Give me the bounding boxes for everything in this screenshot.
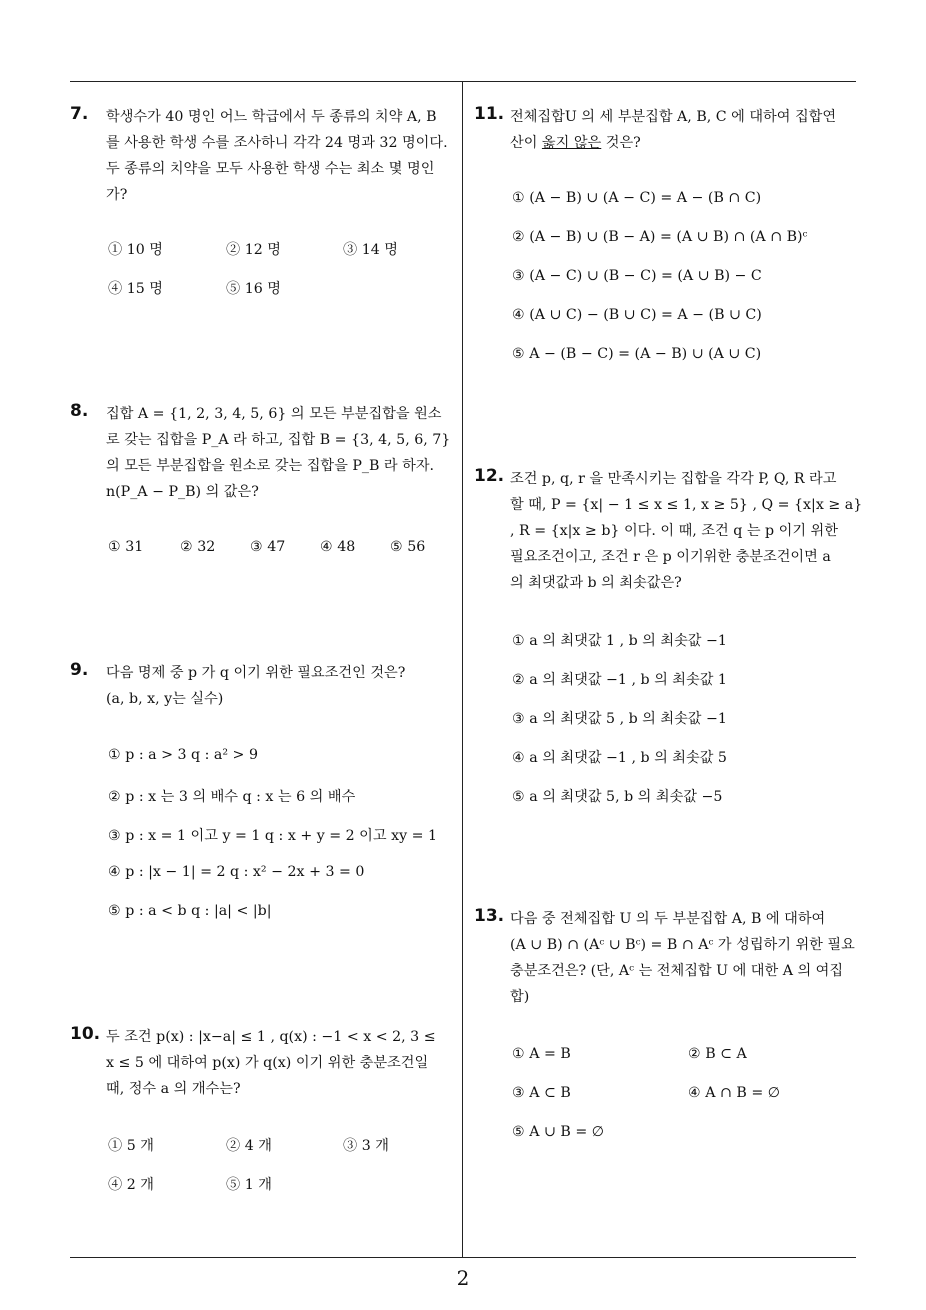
question-line: 다음 중 전체집합 U 의 두 부분집합 A, B 에 대하여: [510, 911, 826, 927]
question-number: 10.: [70, 1024, 101, 1044]
question-line: 조건 p, q, r 을 만족시키는 집합을 각각 P, Q, R 라고: [510, 471, 837, 487]
q8-option-5: ⑤ 56: [390, 539, 426, 555]
question-number: 13.: [474, 906, 505, 926]
q10-option-2: ② 4 개: [226, 1138, 272, 1154]
question-number: 12.: [474, 466, 505, 486]
q7-option-1: ① 10 명: [108, 242, 163, 258]
question-line: 전체집합U 의 세 부분집합 A, B, C 에 대하여 집합연: [510, 109, 837, 125]
q13-option-1: ① A = B: [512, 1046, 571, 1062]
question-line: 합): [510, 989, 530, 1005]
question-line: 로 갖는 집합을 P_A 라 하고, 집합 B = {3, 4, 5, 6, 7}: [106, 432, 451, 448]
q7-option-5: ⑤ 16 명: [226, 281, 281, 297]
question-number: 7.: [70, 104, 89, 124]
q8-option-1: ① 31: [108, 539, 144, 555]
question-number: 9.: [70, 660, 89, 680]
q10-option-4: ④ 2 개: [108, 1177, 154, 1193]
q11-option-1: ① (A − B) ∪ (A − C) = A − (B ∩ C): [512, 190, 762, 206]
question-line: 두 종류의 치약을 모두 사용한 학생 수는 최소 몇 명인: [106, 161, 435, 177]
question-number: 11.: [474, 104, 505, 124]
question-text: [106, 1024, 496, 1102]
question-line: 집합 A = {1, 2, 3, 4, 5, 6} 의 모든 부분집합을 원소: [106, 406, 442, 422]
q12-option-3: ③ a 의 최댓값 5 , b 의 최솟값 −1: [512, 711, 727, 727]
question-line: n(P_A − P_B) 의 값은?: [106, 484, 259, 500]
q10-option-1: ① 5 개: [108, 1138, 154, 1154]
q8-option-3: ③ 47: [250, 539, 286, 555]
question-line: 때, 정수 a 의 개수는?: [106, 1081, 241, 1097]
question-line: 학생수가 40 명인 어느 학급에서 두 종류의 치약 A, B: [106, 109, 437, 125]
q9-option-4: ④ p : |x − 1| = 2 q : x² − 2x + 3 = 0: [108, 864, 365, 880]
question-text: [510, 466, 863, 596]
question-line: 를 사용한 학생 수를 조사하니 각각 24 명과 32 명이다.: [106, 135, 448, 151]
question-line: x ≤ 5 에 대하여 p(x) 가 q(x) 이기 위한 충분조건일: [106, 1055, 429, 1071]
q11-option-3: ③ (A − C) ∪ (B − C) = (A ∪ B) − C: [512, 268, 762, 284]
question-line: 의 최댓값과 b 의 최솟값은?: [510, 575, 682, 591]
bottom-rule: [70, 1257, 856, 1258]
question-line: , R = {x|x ≥ b} 이다. 이 때, 조건 q 는 p 이기 위한: [510, 523, 838, 539]
q8-option-2: ② 32: [180, 539, 216, 555]
question-line: 다음 명제 중 p 가 q 이기 위한 필요조건인 것은?: [106, 665, 406, 681]
underlined-emphasis: 옳지 않은: [541, 135, 602, 151]
q13-option-5: ⑤ A ∪ B = ∅: [512, 1124, 605, 1140]
q12-option-5: ⑤ a 의 최댓값 5, b 의 최솟값 −5: [512, 789, 723, 805]
q13-option-2: ② B ⊂ A: [688, 1046, 747, 1062]
question-text: [106, 401, 496, 505]
top-rule: [70, 81, 856, 82]
question-text: [510, 104, 860, 156]
q11-option-2: ② (A − B) ∪ (B − A) = (A ∪ B) ∩ (A ∩ B)ᶜ: [512, 229, 808, 245]
q7-option-3: ③ 14 명: [343, 242, 398, 258]
q12-option-2: ② a 의 최댓값 −1 , b 의 최솟값 1: [512, 672, 727, 688]
q9-option-1: ① p : a > 3 q : a² > 9: [108, 747, 258, 763]
question-line: (A ∪ B) ∩ (Aᶜ ∪ Bᶜ) = B ∩ Aᶜ 가 성립하기 위한 필요: [510, 937, 855, 953]
page-number: 2: [456, 1266, 470, 1290]
q10-option-3: ③ 3 개: [343, 1138, 389, 1154]
q13-option-3: ③ A ⊂ B: [512, 1085, 571, 1101]
q9-option-3: ③ p : x = 1 이고 y = 1 q : x + y = 2 이고 xy = 1: [108, 828, 438, 844]
q11-option-5: ⑤ A − (B − C) = (A − B) ∪ (A ∪ C): [512, 346, 762, 362]
q8-option-4: ④ 48: [320, 539, 356, 555]
question-line: 산이 옳지 않은 것은?: [510, 135, 641, 151]
q7-option-2: ② 12 명: [226, 242, 281, 258]
question-line: 필요조건이고, 조건 r 은 p 이기위한 충분조건이면 a: [510, 549, 831, 565]
question-line: 두 조건 p(x) : |x−a| ≤ 1 , q(x) : −1 < x < 2, 3 ≤: [106, 1029, 436, 1045]
q7-option-4: ④ 15 명: [108, 281, 163, 297]
q9-option-2: ② p : x 는 3 의 배수 q : x 는 6 의 배수: [108, 789, 356, 805]
question-line: (a, b, x, y는 실수): [106, 691, 224, 707]
q10-option-5: ⑤ 1 개: [226, 1177, 272, 1193]
question-line: 가?: [106, 187, 128, 203]
q9-option-5: ⑤ p : a < b q : |a| < |b|: [108, 903, 272, 919]
question-text: [106, 104, 496, 208]
q11-option-4: ④ (A ∪ C) − (B ∪ C) = A − (B ∪ C): [512, 307, 762, 323]
q13-option-4: ④ A ∩ B = ∅: [688, 1085, 781, 1101]
question-line: 할 때, P = {x| − 1 ≤ x ≤ 1, x ≥ 5} , Q = {x|x ≥ a}: [510, 497, 863, 513]
question-text: [510, 906, 860, 1010]
question-text: [106, 660, 496, 712]
q12-option-1: ① a 의 최댓값 1 , b 의 최솟값 −1: [512, 633, 727, 649]
q12-option-4: ④ a 의 최댓값 −1 , b 의 최솟값 5: [512, 750, 727, 766]
question-number: 8.: [70, 401, 89, 421]
question-line: 의 모든 부분집합을 원소로 갖는 집합을 P_B 라 하자.: [106, 458, 435, 474]
question-line: 충분조건은? (단, Aᶜ 는 전체집합 U 에 대한 A 의 여집: [510, 963, 844, 979]
